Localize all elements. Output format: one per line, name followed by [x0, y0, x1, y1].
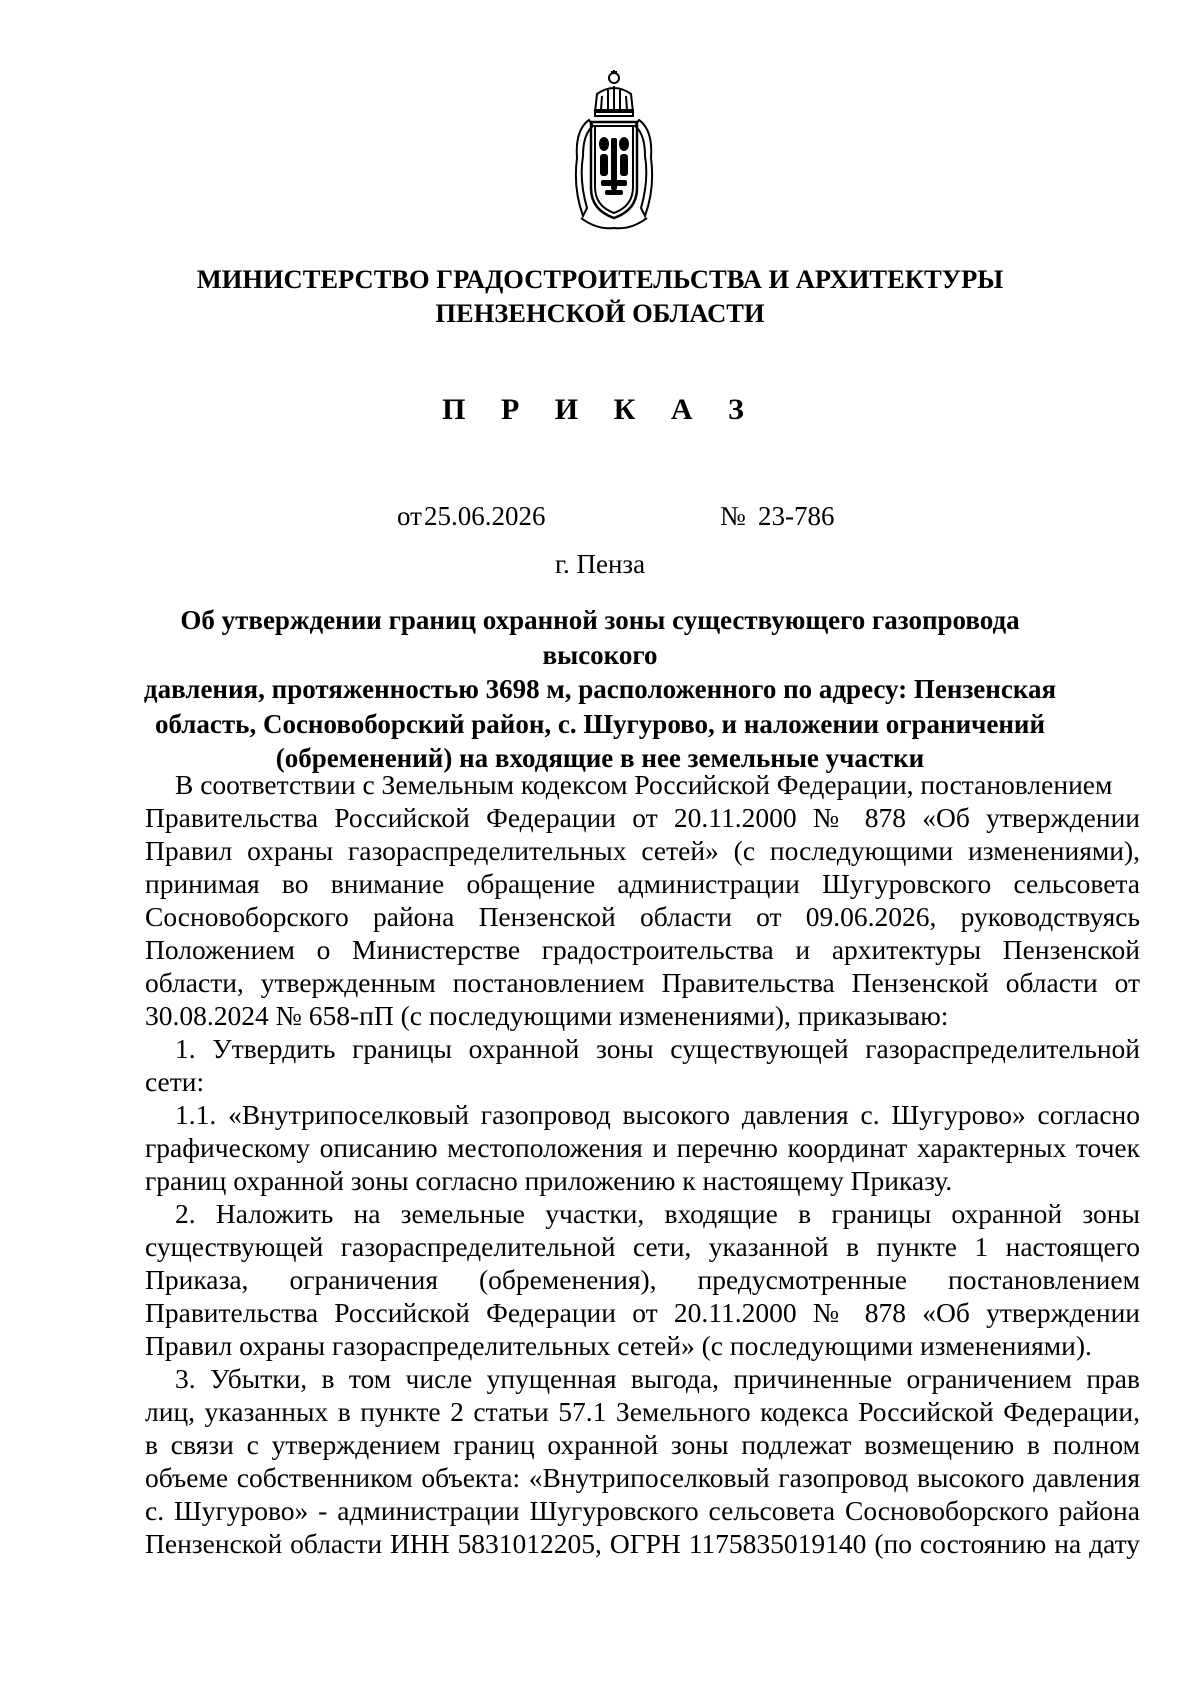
number-prefix: №: [720, 501, 746, 531]
body-line: В соответствии с Земельным кодексом Российской Федерации, постановлением: [175, 769, 1113, 800]
body-line: графическому описанию местоположения и перечню координат характерных точек: [145, 1132, 1140, 1163]
date-field: 25.06.2026: [424, 501, 546, 531]
body-line: 1. Утвердить границы охранной зоны существующей газораспределительной: [175, 1033, 1140, 1064]
body-line: 2. Наложить на земельные участки, входящие в границы охранной зоны: [175, 1198, 1140, 1229]
body-line: Пензенской области ИНН 5831012205, ОГРН 1175835019140 (по состоянию на дату: [145, 1528, 1140, 1559]
body-line: Приказа, ограничения (обременения), предусмотренные постановлением: [145, 1264, 1140, 1295]
body-line: сети:: [145, 1066, 205, 1097]
body-line: лиц, указанных в пункте 2 статьи 57.1 Земельного кодекса Российской Федерации,: [145, 1396, 1140, 1427]
body-line: с. Шугурово» - администрации Шугуровского сельсовета Сосновоборского района: [145, 1495, 1140, 1526]
subject-line-4: (обременений) на входящие в нее земельные участки: [275, 743, 925, 773]
ministry-name: [0, 262, 1200, 330]
body-line: 1.1. «Внутрипоселковый газопровод высокого давления с. Шугурово» согласно: [175, 1099, 1140, 1130]
body-line: существующей газораспределительной сети, указанной в пункте 1 настоящего: [145, 1231, 1140, 1262]
document-type-title: П Р И К А З: [442, 393, 758, 426]
subject-line-3: область, Сосновоборский район, с. Шугурово, и наложении ограничений: [154, 708, 1046, 739]
subject-line-2: давления, протяженностью 3698 м, расположенного по адресу: Пензенская: [143, 674, 1057, 704]
body-line: объеме собственником объекта: «Внутрипоселковый газопровод высокого давления: [145, 1462, 1140, 1493]
body-line: 3. Убытки, в том числе упущенная выгода, причиненные ограничением прав: [175, 1363, 1140, 1394]
body-line: границ охранной зоны согласно приложению к настоящему Приказу.: [145, 1165, 953, 1196]
body-line: в связи с утверждением границ охранной зоны подлежат возмещению в полном: [145, 1429, 1140, 1460]
coat-of-arms-emblem: [567, 68, 661, 234]
body-line: Сосновоборского района Пензенской области от 09.06.2026, руководствуясь: [145, 901, 1140, 932]
body-line: 30.08.2024 № 658-пП (с последующими изменениями), приказываю:: [145, 1000, 949, 1031]
body-line: Правительства Российской Федерации от 20.11.2000 № 878 «Об утверждении: [145, 802, 1140, 833]
ministry-line-1: МИНИСТЕРСТВО ГРАДОСТРОИТЕЛЬСТВА И АРХИТЕКТУРЫ: [196, 264, 1004, 294]
date-prefix: от: [397, 501, 422, 531]
body-line: Правил охраны газораспределительных сетей» (с последующими изменениями).: [145, 1330, 1092, 1361]
body-line: Правил охраны газораспределительных сетей» (с последующими изменениями),: [145, 835, 1140, 866]
body-line: Правительства Российской Федерации от 20.11.2000 № 878 «Об утверждении: [145, 1297, 1140, 1328]
number-field: 23-786: [758, 501, 835, 531]
body-line: области, утвержденным постановлением Правительства Пензенской области от: [145, 967, 1140, 998]
subject-line-1: Об утверждении границ охранной зоны существующего газопровода высокого: [180, 605, 1020, 670]
body-line: принимая во внимание обращение администрации Шугуровского сельсовета: [145, 868, 1140, 899]
ministry-line-2: ПЕНЗЕНСКОЙ ОБЛАСТИ: [435, 298, 765, 328]
body-line: Положением о Министерстве градостроительства и архитектуры Пензенской: [145, 934, 1140, 965]
city-name: г. Пенза: [554, 549, 646, 579]
order-subject: [120, 603, 1080, 776]
